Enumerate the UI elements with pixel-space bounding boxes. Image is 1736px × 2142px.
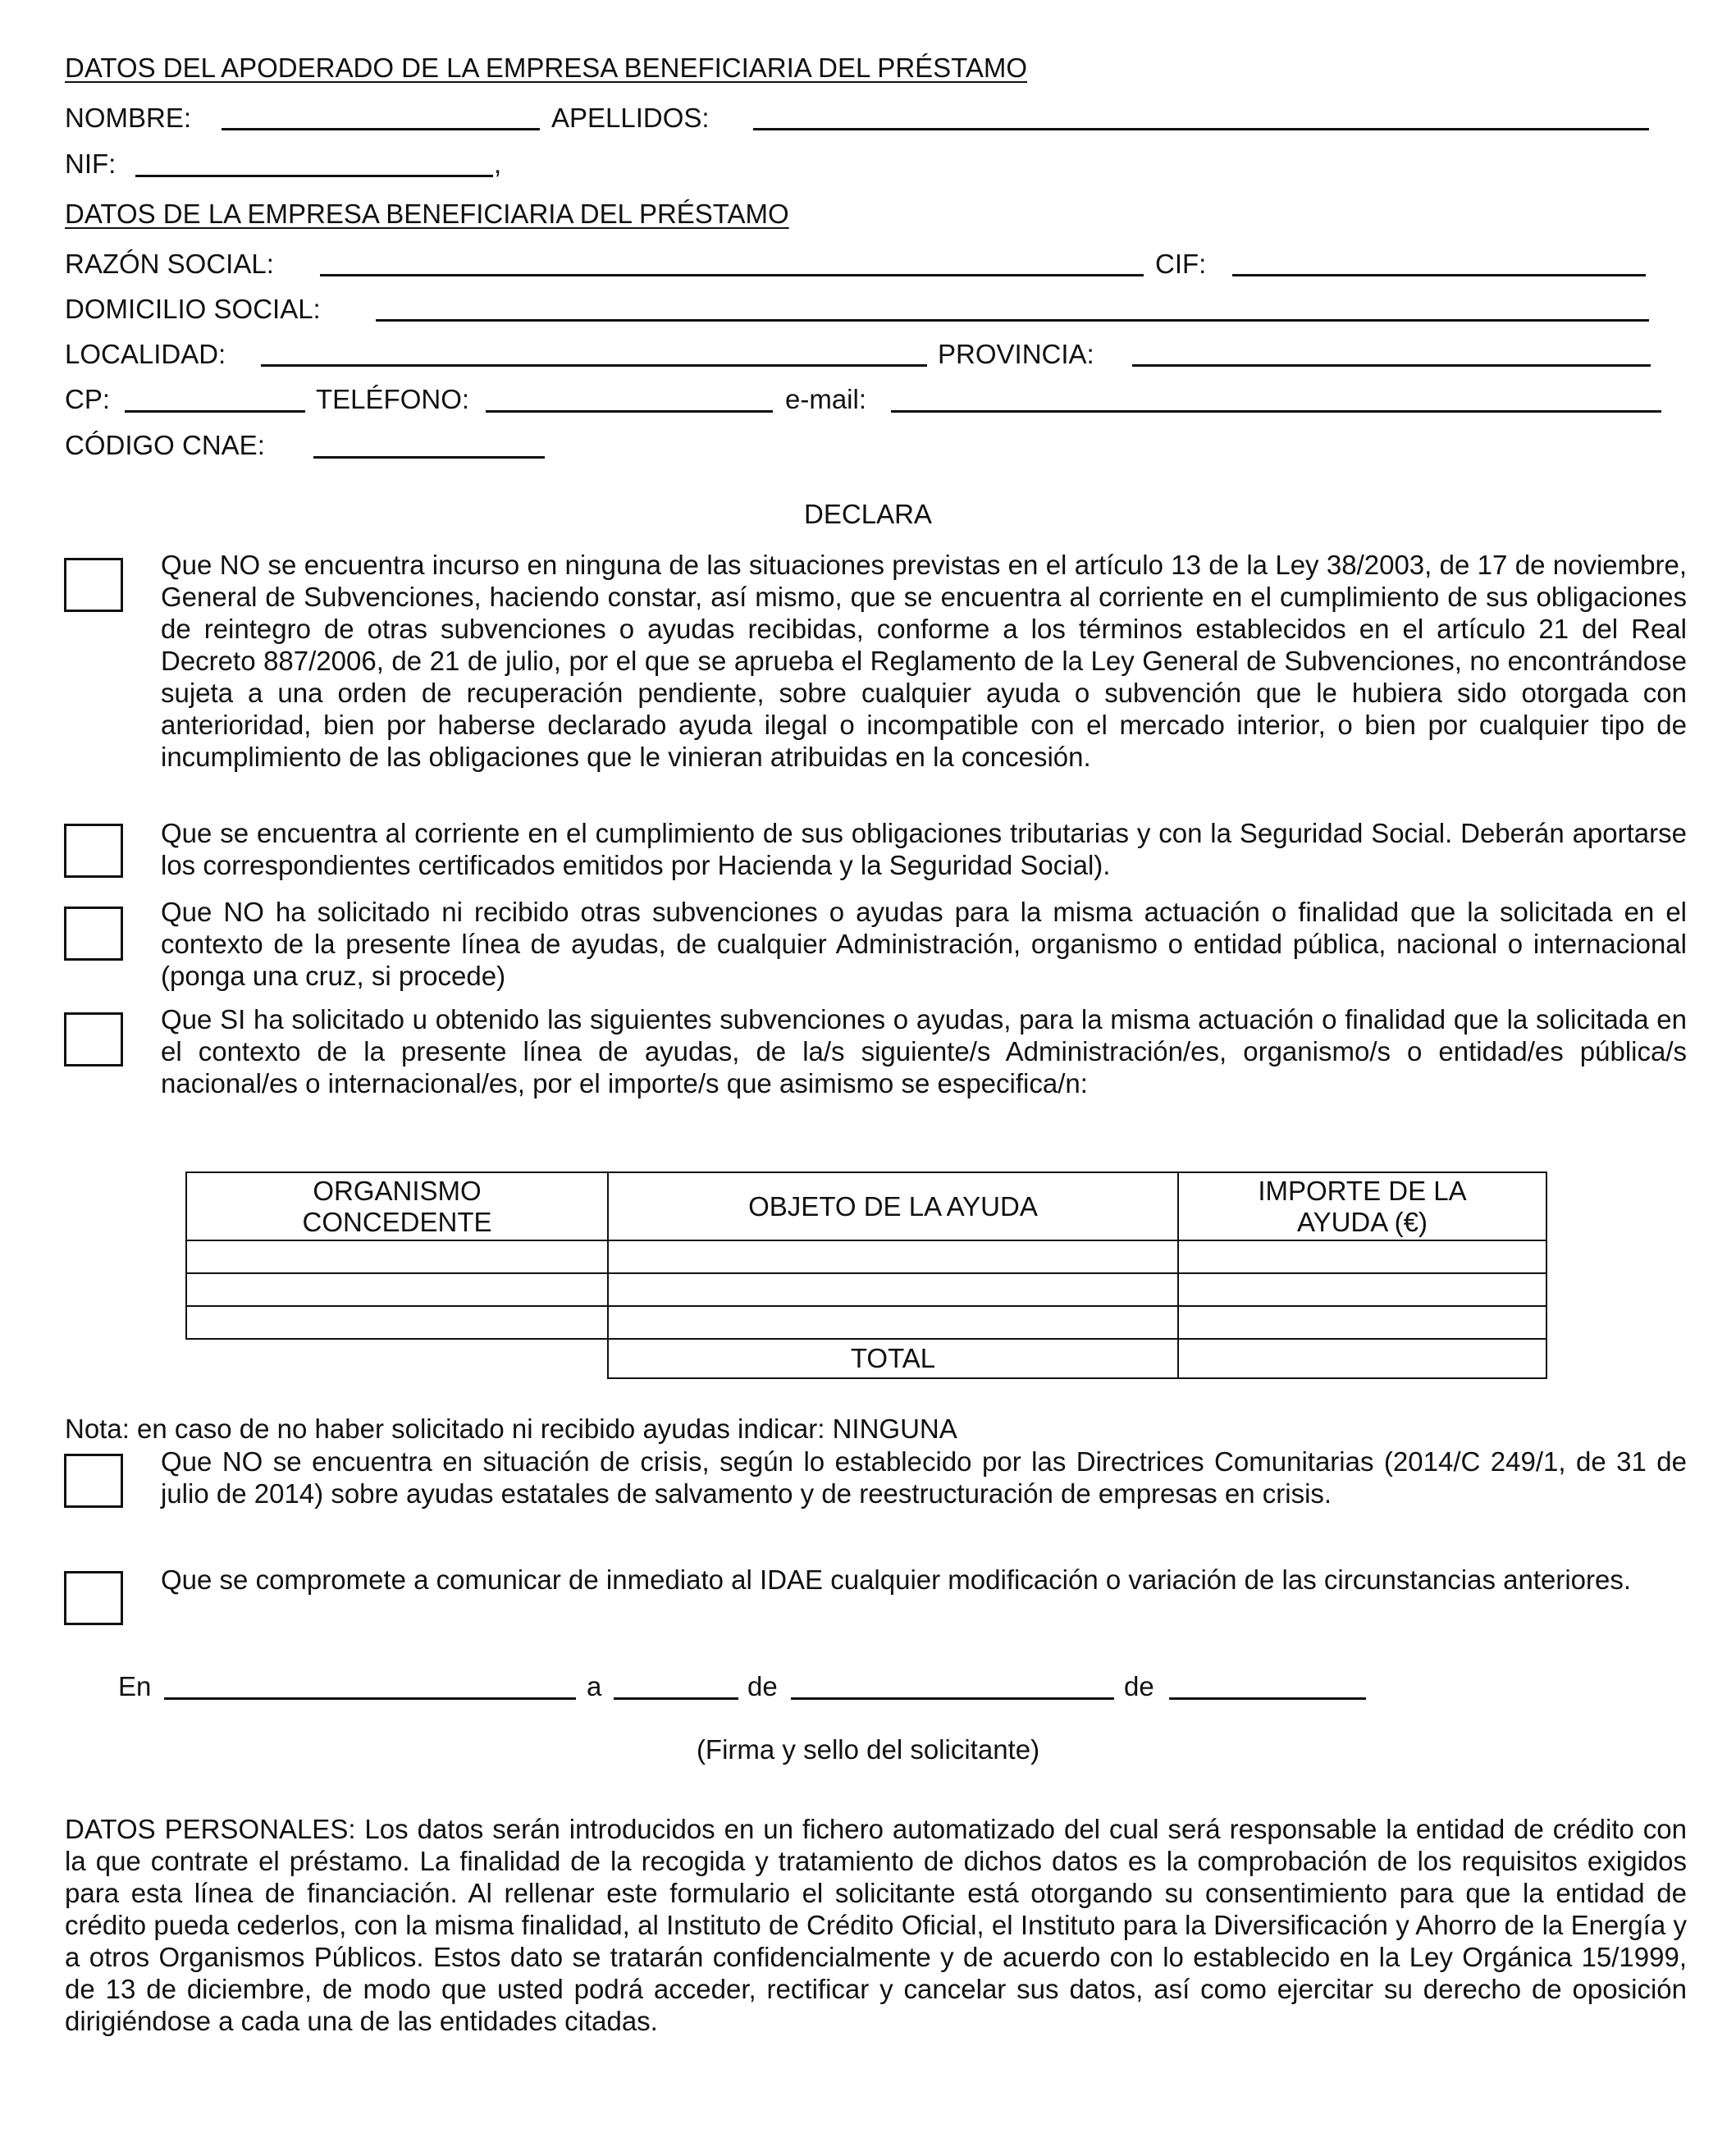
localidad-field[interactable] [261, 364, 927, 367]
cp-label: CP: [65, 384, 111, 414]
firma-anio-field[interactable] [1169, 1697, 1366, 1700]
provincia-label: PROVINCIA: [938, 339, 1094, 369]
table-cell[interactable] [186, 1240, 608, 1273]
localidad-label: LOCALIDAD: [65, 339, 226, 369]
declara-checkbox-6[interactable] [64, 1571, 123, 1625]
declara-item-6: Que se compromete a comunicar de inmediato al IDAE cualquier modificación o variación de las circunstancias anteriores. [161, 1564, 1632, 1595]
table-cell[interactable] [186, 1273, 608, 1306]
total-label: TOTAL [608, 1339, 1178, 1378]
telefono-field[interactable] [486, 410, 773, 413]
razon-social-field[interactable] [320, 274, 1144, 276]
declara-item-2: Que se encuentra al corriente en el cumplimiento de sus obligaciones tributarias y con la Seguridad Social. Deberán aportarse los correspondientes certificados emitidos por Hacienda y la Seguridad Social). [161, 818, 1687, 880]
firma-a-label: a [587, 1671, 602, 1701]
firma-dia-field[interactable] [614, 1697, 738, 1700]
provincia-field[interactable] [1132, 364, 1651, 367]
col-objeto-header: OBJETO DE LA AYUDA [608, 1172, 1178, 1240]
declara-checkbox-5[interactable] [64, 1454, 123, 1508]
declara-title: DECLARA [804, 499, 932, 529]
firma-lugar-field[interactable] [164, 1697, 576, 1700]
table-blank-cell [186, 1339, 608, 1378]
firma-caption: (Firma y sello del solicitante) [696, 1734, 1040, 1765]
nif-comma: , [494, 148, 502, 179]
nombre-label: NOMBRE: [65, 103, 192, 133]
ayudas-table [185, 1171, 1547, 1379]
email-label: e-mail: [785, 384, 867, 414]
nif-field[interactable] [135, 175, 493, 177]
cnae-label: CÓDIGO CNAE: [65, 430, 265, 460]
telefono-label: TELÉFONO: [316, 384, 470, 414]
nombre-field[interactable] [222, 128, 540, 130]
col-organismo-header: ORGANISMO CONCEDENTE [186, 1172, 608, 1240]
firma-mes-field[interactable] [791, 1697, 1114, 1700]
cif-label: CIF: [1155, 249, 1207, 279]
table-row [186, 1306, 1546, 1339]
declara-item-5: Que NO se encuentra en situación de crisis, según lo establecido por las Directrices Comunitarias (2014/C 249/1, de 31 de julio de 2014) sobre ayudas estatales de salvamento y de reestructuración de empresas en crisis. [161, 1446, 1687, 1509]
declara-item-3: Que NO ha solicitado ni recibido otras subvenciones o ayudas para la misma actuación o finalidad que la solicitada en el contexto de la presente línea de ayudas, de cualquier Administración, organismo o entidad pública, nacional o internacional (ponga una cruz, si procede) [161, 897, 1687, 991]
cif-field[interactable] [1232, 274, 1646, 276]
email-field[interactable] [891, 410, 1661, 413]
empresa-heading: DATOS DE LA EMPRESA BENEFICIARIA DEL PRÉSTAMO [65, 199, 789, 229]
declara-item-1: Que NO se encuentra incurso en ninguna de las situaciones previstas en el artículo 13 de la Ley 38/2003, de 17 de noviembre, General de Subvenciones, haciendo constar, así mismo, que se encuentra al corriente en el cumplimiento de sus obligaciones de reintegro de otras subvenciones o ayudas recibidas, conforme a los términos establecidos en el artículo 21 del Real Decreto 887/2006, de 21 de julio, por el que se aprueba el Reglamento de la Ley General de Subvenciones, no encontrándose sujeta a una orden de recuperación pendiente, sobre cualquier ayuda o subvención que le hubiera sido otorgada con anterioridad, bien por haberse declarado ayuda ilegal o incompatible con el mercado interior, o bien por cualquier tipo de incumplimiento de las obligaciones que le vinieran atribuidas en la concesión. [161, 550, 1687, 772]
table-cell[interactable] [608, 1306, 1178, 1339]
col-importe-header: IMPORTE DE LA AYUDA (€) [1178, 1172, 1546, 1240]
declara-item-4: Que SI ha solicitado u obtenido las siguientes subvenciones o ayudas, para la misma actuación o finalidad que la solicitada en el contexto de la presente línea de ayudas, de la/s siguiente/s Administración/es, organismo/s o entidad/es pública/s nacional/es o internacional/es, por el importe/s que asimismo se especifica/n: [161, 1004, 1687, 1098]
domicilio-field[interactable] [376, 319, 1649, 322]
table-cell[interactable] [1178, 1306, 1546, 1339]
apellidos-field[interactable] [753, 128, 1649, 130]
cp-field[interactable] [125, 410, 305, 413]
declara-checkbox-3[interactable] [64, 907, 123, 961]
table-total-row [186, 1339, 1546, 1378]
table-cell[interactable] [1178, 1240, 1546, 1273]
declara-checkbox-2[interactable] [64, 824, 123, 878]
apellidos-label: APELLIDOS: [551, 103, 710, 133]
table-cell[interactable] [186, 1306, 608, 1339]
nif-label: NIF: [65, 148, 116, 179]
datos-personales-text: DATOS PERSONALES: Los datos serán introducidos en un fichero automatizado del cual será responsable la entidad de crédito con la que contrate el préstamo. La finalidad de la recogida y tratamiento de dichos datos es la comprobación de los requisitos exigidos para esta línea de financiación. Al rellenar este formulario el solicitante está otorgando su consentimiento para que la entidad de crédito pueda cederlos, con la misma finalidad, al Instituto de Crédito Oficial, el Instituto para la Diversificación y Ahorro de la Energía y a otros Organismos Públicos. Estos dato se tratarán confidencialmente y de acuerdo con lo establecido en la Ley Orgánica 15/1999, de 13 de diciembre, de modo que usted podrá acceder, rectificar y cancelar sus datos, así como ejercitar su derecho de oposición dirigiéndose a cada una de las entidades citadas. [65, 1814, 1687, 2036]
cnae-field[interactable] [313, 456, 545, 459]
table-cell[interactable] [608, 1273, 1178, 1306]
declara-checkbox-4[interactable] [64, 1012, 123, 1066]
razon-social-label: RAZÓN SOCIAL: [65, 249, 274, 279]
firma-de2-label: de [1124, 1671, 1154, 1701]
table-row [186, 1273, 1546, 1306]
table-row [186, 1240, 1546, 1273]
declara-checkbox-1[interactable] [64, 558, 123, 612]
table-cell[interactable] [608, 1240, 1178, 1273]
firma-en-label: En [118, 1671, 152, 1701]
total-value-cell[interactable] [1178, 1339, 1546, 1378]
domicilio-label: DOMICILIO SOCIAL: [65, 294, 321, 324]
firma-de1-label: de [747, 1671, 778, 1701]
apoderado-heading: DATOS DEL APODERADO DE LA EMPRESA BENEFICIARIA DEL PRÉSTAMO [65, 53, 1028, 83]
table-cell[interactable] [1178, 1273, 1546, 1306]
nota-text: Nota: en caso de no haber solicitado ni recibido ayudas indicar: NINGUNA [65, 1414, 957, 1444]
